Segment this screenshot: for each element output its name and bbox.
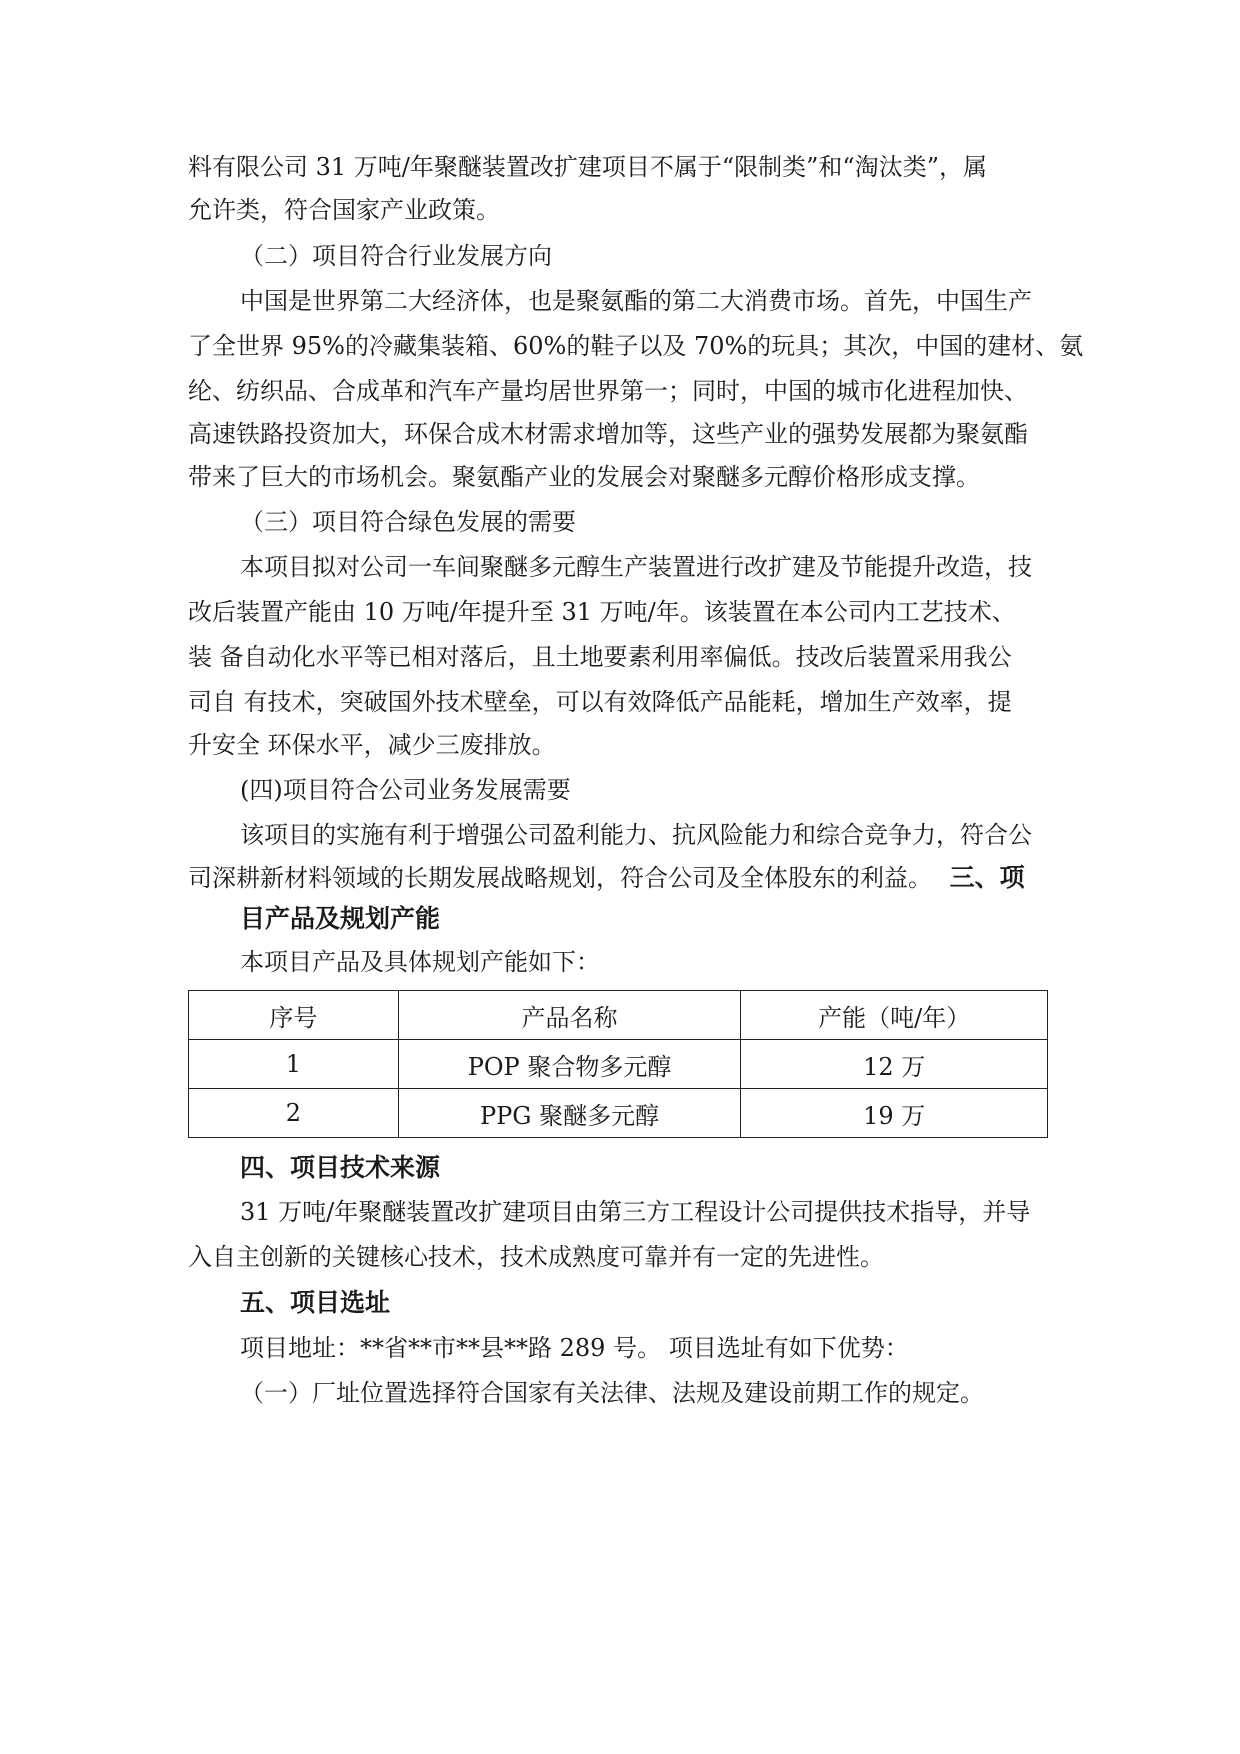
table-cell: 2 (189, 1089, 399, 1138)
paragraph-3-line-4: 司自 有技术，突破国外技术壁垒，可以有效降低产品能耗，增加生产效率，提 (188, 688, 1012, 716)
paragraph-2-line-4: 高速铁路投资加大，环保合成木材需求增加等，这些产业的强势发展都为聚氨酯 (188, 420, 1028, 448)
paragraph-7-line-1: （一）厂址位置选择符合国家有关法律、法规及建设前期工作的规定。 (240, 1379, 984, 1407)
paragraph-2-line-3: 纶、纺织品、合成革和汽车产量均居世界第一；同时，中国的城市化进程加快、 (188, 377, 1028, 405)
table-cell: 19 万 (741, 1089, 1048, 1138)
subsection-2-title: （二）项目符合行业发展方向 (240, 242, 552, 270)
paragraph-3-line-3: 装 备自动化水平等已相对落后，且土地要素利用率偏低。技改后装置采用我公 (188, 643, 1012, 671)
table-header-cell: 产品名称 (398, 991, 741, 1040)
paragraph-2-line-2: 了全世界 95%的冷藏集装箱、60%的鞋子以及 70%的玩具；其次，中国的建材、氨 (188, 332, 1084, 360)
section-3-title-part-2: 目产品及规划产能 (240, 904, 441, 933)
subsection-4-title: (四)项目符合公司业务发展需要 (240, 776, 571, 804)
table-cell: 1 (189, 1040, 399, 1089)
product-capacity-table (188, 990, 1048, 1138)
table-cell: POP 聚合物多元醇 (398, 1040, 741, 1089)
subsection-3-title: （三）项目符合绿色发展的需要 (240, 508, 576, 536)
table-cell: 12 万 (741, 1040, 1048, 1089)
table-header-cell: 产能（吨/年） (741, 991, 1048, 1040)
table-cell: PPG 聚醚多元醇 (398, 1089, 741, 1138)
paragraph-4-line-1: 该项目的实施有利于增强公司盈利能力、抗风险能力和综合竞争力，符合公 (240, 821, 1032, 849)
table-row (189, 1040, 1048, 1089)
paragraph-5-line-2: 入自主创新的关键核心技术，技术成熟度可靠并有一定的先进性。 (188, 1243, 884, 1271)
table-row (189, 1089, 1048, 1138)
paragraph-3-line-2: 改后装置产能由 10 万吨/年提升至 31 万吨/年。该装置在本公司内工艺技术、 (188, 598, 1016, 626)
section-5-title: 五、项目选址 (240, 1288, 391, 1317)
paragraph-4-line-2-text: 司深耕新材料领域的长期发展战略规划，符合公司及全体股东的利益。 (188, 864, 932, 892)
paragraph-1-line-1: 料有限公司 31 万吨/年聚醚装置改扩建项目不属于“限制类”和“淘汰类”，属 (188, 153, 987, 181)
table-header-row (189, 991, 1048, 1040)
table-header-cell: 序号 (189, 991, 399, 1040)
paragraph-2-line-1: 中国是世界第二大经济体，也是聚氨酯的第二大消费市场。首先，中国生产 (240, 287, 1032, 315)
paragraph-2-line-5: 带来了巨大的市场机会。聚氨酯产业的发展会对聚醚多元醇价格形成支撑。 (188, 463, 980, 491)
paragraph-1-line-2: 允许类，符合国家产业政策。 (188, 196, 500, 224)
paragraph-6-line-1: 项目地址：**省**市**县**路 289 号。 项目选址有如下优势： (240, 1334, 909, 1362)
paragraph-3-line-1: 本项目拟对公司一车间聚醚多元醇生产装置进行改扩建及节能提升改造，技 (240, 553, 1032, 581)
section-4-title: 四、项目技术来源 (240, 1153, 441, 1182)
paragraph-4-line-2 (188, 862, 1025, 894)
table-intro: 本项目产品及具体规划产能如下： (240, 948, 600, 976)
paragraph-3-line-5: 升安全 环保水平，减少三废排放。 (188, 731, 556, 759)
paragraph-5-line-1: 31 万吨/年聚醚装置改扩建项目由第三方工程设计公司提供技术指导，并导 (240, 1198, 1031, 1226)
section-3-title-part-1: 三、项 (949, 863, 1025, 892)
